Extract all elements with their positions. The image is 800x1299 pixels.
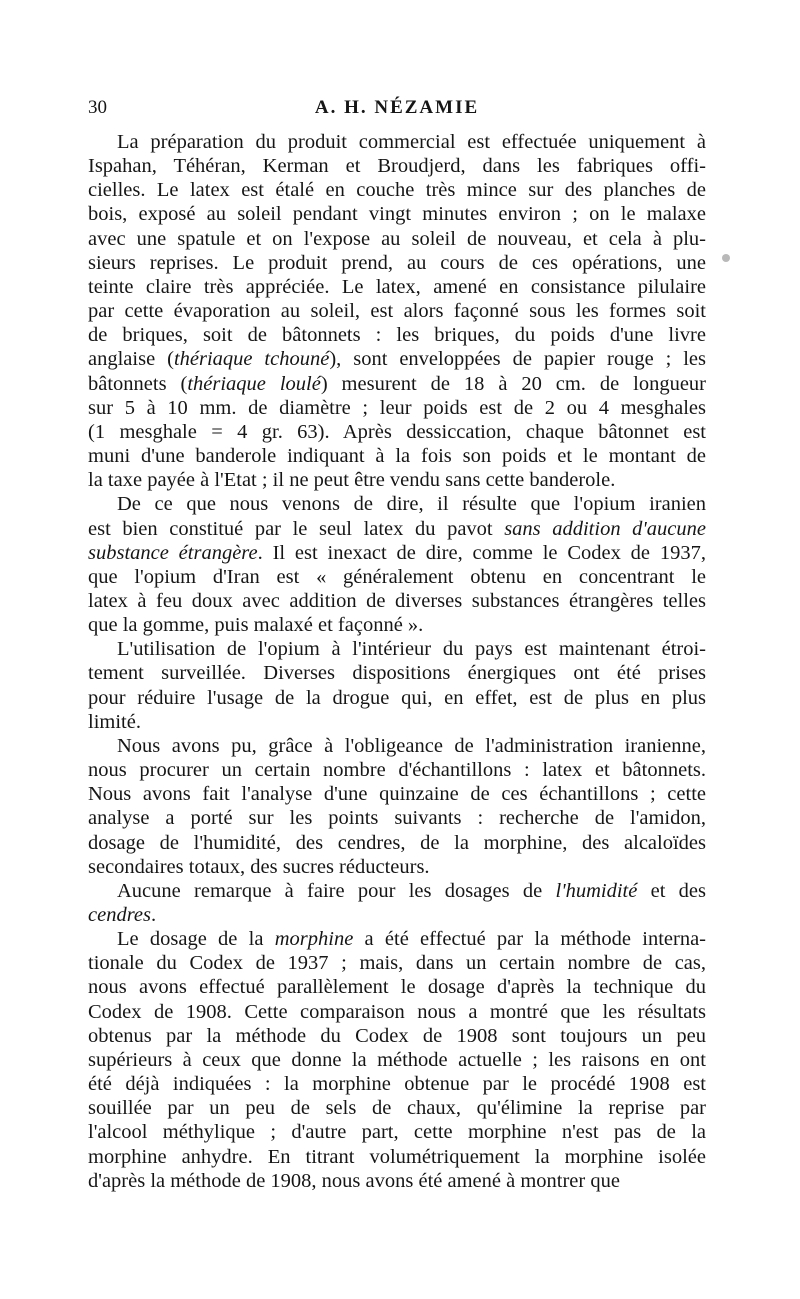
- text-run: Nous avons fait l'analyse d'une quinzaine de ces échantillons ; cette: [88, 783, 706, 806]
- text-line: [88, 396, 706, 420]
- text-run: nous avons effectué parallèlement le dosage d'après la technique du: [88, 976, 706, 999]
- text-line: [88, 879, 706, 903]
- paragraph: [88, 130, 706, 492]
- text-run: analyse a porté sur les points suivants : recherche de l'amidon,: [88, 807, 706, 830]
- text-run: anglaise (: [88, 348, 174, 371]
- text-run: ) mesurent de 18 à 20 cm. de longueur: [320, 372, 706, 395]
- text-line: [88, 202, 706, 226]
- paragraph: [88, 734, 706, 879]
- text-run: sur 5 à 10 mm. de diamètre ; leur poids est de 2 ou 4 mesghales: [88, 396, 706, 419]
- running-head: A. H. NÉZAMIE: [314, 97, 480, 118]
- text-run: d'après la méthode de 1908, nous avons été amené à montrer que: [88, 1169, 620, 1192]
- text-run: avec une spatule et on l'expose au soleil de nouveau, et cela à plu-: [88, 227, 706, 250]
- paragraph: [88, 637, 706, 734]
- text-line: [88, 855, 706, 879]
- text-run: a été effectué par la méthode interna-: [353, 928, 706, 951]
- text-line: [88, 420, 706, 444]
- page-header: [88, 96, 706, 126]
- text-line: [88, 806, 706, 830]
- text-line: [88, 517, 706, 541]
- text-run: . Il est inexact de dire, comme le Codex de 1937,: [257, 541, 706, 564]
- text-run: limité.: [88, 710, 141, 733]
- text-run: dosage de l'humidité, des cendres, de la morphine, des alcaloïdes: [88, 831, 706, 854]
- text-run: la taxe payée à l'Etat ; il ne peut être vendu sans cette banderole.: [88, 469, 616, 492]
- text-run: sieurs reprises. Le produit prend, au cours de ces opérations, une: [88, 251, 706, 274]
- text-line: [88, 758, 706, 782]
- text-run: L'utilisation de l'opium à l'intérieur du pays est maintenant étroi-: [117, 638, 706, 661]
- text-line: [88, 613, 706, 637]
- text-line: [88, 1024, 706, 1048]
- text-run: tionale du Codex de 1937 ; mais, dans un certain nombre de cas,: [88, 952, 706, 975]
- text-run: et des: [637, 879, 706, 902]
- body-text: [88, 130, 706, 1193]
- text-run: De ce que nous venons de dire, il résulte que l'opium iranien: [117, 493, 706, 516]
- text-run: nous procurer un certain nombre d'échantillons : latex et bâtonnets.: [88, 759, 706, 782]
- text-line: [88, 178, 706, 202]
- text-run: cielles. Le latex est étalé en couche très mince sur des planches de: [88, 179, 706, 202]
- text-line: [88, 831, 706, 855]
- text-run: Nous avons pu, grâce à l'obligeance de l'administration iranienne,: [117, 734, 706, 757]
- text-line: [88, 1000, 706, 1024]
- text-run: que la gomme, puis malaxé et façonné ».: [88, 614, 424, 637]
- italic-text: sans addition d'aucune: [504, 517, 706, 540]
- text-line: [88, 299, 706, 323]
- text-line: [88, 637, 706, 661]
- text-line: [88, 227, 706, 251]
- text-run: obtenus par la méthode du Codex de 1908 sont toujours un peu: [88, 1024, 706, 1047]
- text-run: de briques, soit de bâtonnets : les briques, du poids d'une livre: [88, 324, 706, 347]
- text-line: [88, 444, 706, 468]
- text-run: bâtonnets (: [88, 372, 188, 395]
- text-line: [88, 347, 706, 371]
- italic-text: cendres: [88, 904, 151, 926]
- text-run: morphine anhydre. En titrant volumétriquement la morphine isolée: [88, 1145, 706, 1168]
- text-run: été déjà indiquées : la morphine obtenue par le procédé 1908 est: [88, 1073, 706, 1096]
- text-line: [88, 975, 706, 999]
- text-line: [88, 154, 706, 178]
- text-line: [88, 275, 706, 299]
- text-run: que l'opium d'Iran est « généralement obtenu en concentrant le: [88, 565, 706, 588]
- italic-text: morphine: [274, 928, 354, 951]
- text-line: [88, 372, 706, 396]
- text-line: [88, 903, 706, 927]
- text-run: muni d'une banderole indiquant à la fois son poids et le montant de: [88, 445, 706, 468]
- text-run: pour réduire l'usage de la drogue qui, en effet, est de plus en plus: [88, 686, 706, 709]
- text-line: [88, 565, 706, 589]
- text-run: l'alcool méthylique ; d'autre part, cette morphine n'est pas de la: [88, 1121, 706, 1144]
- text-line: [88, 951, 706, 975]
- text-line: [88, 927, 706, 951]
- text-run: supérieurs à ceux que donne la méthode actuelle ; les raisons en ont: [88, 1048, 706, 1071]
- text-line: [88, 782, 706, 806]
- text-run: est bien constitué par le seul latex du pavot: [88, 517, 505, 540]
- text-line: [88, 1048, 706, 1072]
- text-run: ), sont enveloppées de papier rouge ; les: [329, 348, 706, 371]
- text-run: Codex de 1908. Cette comparaison nous a montré que les résultats: [88, 1000, 706, 1023]
- text-line: [88, 323, 706, 347]
- paragraph: [88, 879, 706, 927]
- paragraph: [88, 927, 706, 1193]
- text-run: La préparation du produit commercial est effectuée uniquement à: [117, 131, 706, 153]
- text-run: Aucune remarque à faire pour les dosages de: [117, 879, 556, 902]
- text-line: [88, 468, 706, 492]
- text-run: latex à feu doux avec addition de diverses substances étrangères telles: [88, 589, 706, 612]
- italic-text: l'humidité: [555, 879, 638, 902]
- text-line: [88, 1096, 706, 1120]
- text-line: [88, 1072, 706, 1096]
- text-line: [88, 492, 706, 516]
- text-run: bois, exposé au soleil pendant vingt minutes environ ; on le malaxe: [88, 203, 706, 226]
- text-run: secondaires totaux, des sucres réducteurs.: [88, 855, 430, 878]
- italic-text: thériaque loulé: [187, 372, 321, 395]
- text-run: (1 mesghale = 4 gr. 63). Après dessiccation, chaque bâtonnet est: [88, 420, 706, 443]
- text-run: .: [151, 904, 157, 926]
- page-number: 30: [88, 97, 107, 118]
- italic-text: substance étrangère: [88, 541, 258, 564]
- text-run: teinte claire très appréciée. Le latex, amené en consistance pilulaire: [88, 275, 706, 298]
- text-line: [88, 1145, 706, 1169]
- text-line: [88, 130, 706, 154]
- text-run: tement surveillée. Diverses dispositions énergiques ont été prises: [88, 662, 706, 685]
- text-line: [88, 661, 706, 685]
- text-line: [88, 1120, 706, 1144]
- text-run: par cette évaporation au soleil, est alors façonné sous les formes soit: [88, 300, 706, 323]
- text-line: [88, 589, 706, 613]
- text-run: Ispahan, Téhéran, Kerman et Broudjerd, dans les fabriques offi-: [88, 155, 706, 178]
- text-line: [88, 541, 706, 565]
- italic-text: thériaque tchouné: [173, 348, 330, 371]
- text-line: [88, 734, 706, 758]
- paragraph: [88, 492, 706, 637]
- text-line: [88, 710, 706, 734]
- text-line: [88, 1169, 706, 1193]
- text-line: [88, 686, 706, 710]
- margin-mark: [722, 254, 730, 262]
- text-line: [88, 251, 706, 275]
- text-run: souillée par un peu de sels de chaux, qu'élimine la reprise par: [88, 1097, 706, 1120]
- text-run: Le dosage de la: [117, 928, 275, 951]
